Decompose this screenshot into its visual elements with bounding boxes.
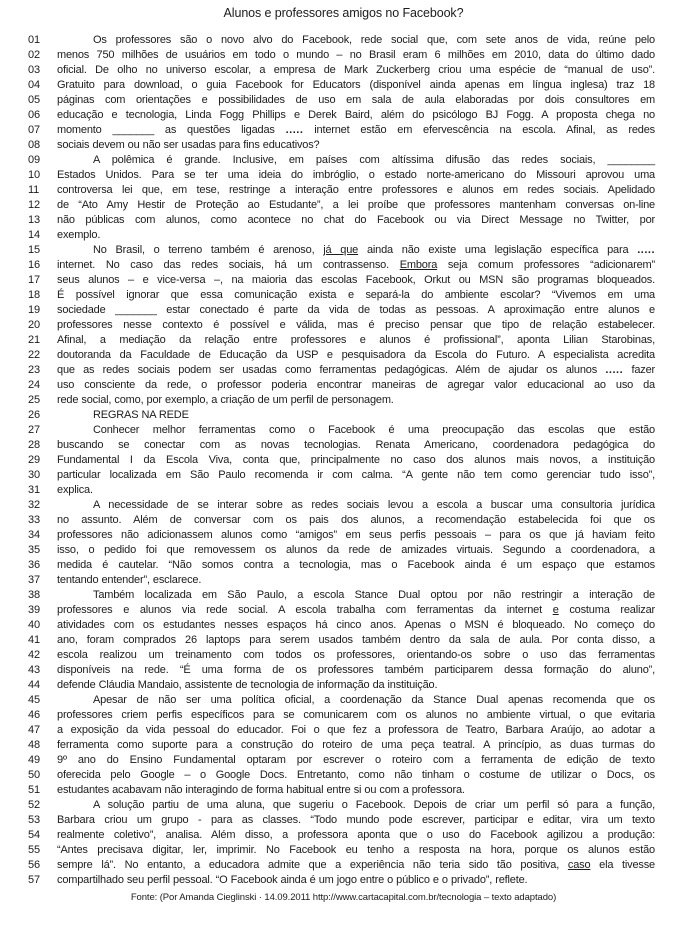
line-text	[57, 513, 655, 528]
line-text	[57, 828, 655, 843]
text-segment: no assunto. Além de conversar com os pais dos alunos, a recomendação estabelecida foi que os	[57, 514, 655, 526]
text-line	[0, 318, 687, 333]
line-text	[57, 633, 655, 648]
line-text	[57, 243, 655, 258]
line-number: 40	[28, 619, 40, 631]
text-segment: doutoranda da Faculdade de Educação da USP e pesquisadora da Escola do Futuro. A especialista acredita	[57, 349, 655, 361]
gap-dots: .....	[637, 244, 655, 256]
line-number: 17	[28, 274, 40, 286]
text-line	[0, 288, 687, 303]
line-text	[57, 648, 655, 663]
line-text	[57, 408, 655, 423]
text-segment: estudantes acabavam não interagindo de forma habitual entre si ou com a professora.	[57, 784, 465, 796]
line-text	[57, 63, 655, 78]
line-text	[57, 318, 655, 333]
underlined-word: já que	[323, 244, 359, 256]
line-number: 51	[28, 784, 40, 796]
text-segment: Afinal, a mediação da relação entre professores e alunos é profissional”, aponta Lilian Starobinas,	[57, 334, 655, 346]
text-segment: “Antes precisava digitar, ler, imprimir. No Facebook eu tenho a resposta na hora, porque os alunos estão	[57, 844, 655, 856]
text-line	[0, 228, 687, 243]
text-line	[0, 33, 687, 48]
line-text	[57, 183, 655, 198]
text-segment: de “Ato Amy Hestir de Proteção ao Estudante”, a lei proíbe que professores mantenham conversas on-line	[57, 199, 655, 211]
line-number: 15	[28, 244, 40, 256]
text-line	[0, 528, 687, 543]
line-text	[57, 393, 655, 408]
underlined-word: caso	[567, 859, 591, 871]
text-line	[0, 168, 687, 183]
line-number: 34	[28, 529, 40, 541]
text-segment: controversa lei que, em tese, restringe a interação entre professores e alunos em redes sociais. Apelidado	[57, 184, 655, 196]
text-line	[0, 453, 687, 468]
text-line	[0, 258, 687, 273]
text-segment: Conhecer melhor ferramentas como o Facebook é uma preocupação das escolas que estão	[93, 424, 655, 436]
text-line	[0, 93, 687, 108]
line-number: 42	[28, 649, 40, 661]
text-segment: ano, foram comprados 26 laptops para serem usados também dentro da sala de aula. Por conta disso, a	[57, 634, 655, 646]
line-text	[57, 168, 655, 183]
text-segment: A polêmica é grande. Inclusive, em países com altíssima difusão das redes sociais, ________	[93, 154, 655, 166]
text-segment: 9º ano do Ensino Fundamental optaram por escrever o roteiro com a ferramenta de edição de texto	[57, 754, 655, 766]
line-text	[57, 753, 655, 768]
line-number: 20	[28, 319, 40, 331]
text-segment: uso consciente da rede, o professor poderia encontrar maneiras de agregar valor educacional ao uso da	[57, 379, 655, 391]
text-line	[0, 78, 687, 93]
text-segment: internet estão em efervescência na escola. Afinal, as redes	[303, 124, 655, 136]
line-number: 53	[28, 814, 40, 826]
text-line	[0, 753, 687, 768]
text-segment: Gratuito para download, o guia Facebook for Educators (disponível ainda apenas em língua inglesa) traz 18	[57, 79, 655, 91]
text-segment: sociedade _______ estar conectado é parte da vida de todas as pessoas. A aproximação entre alunos e	[57, 304, 655, 316]
text-segment: Estados Unidos. Para se ter uma ideia do imbróglio, o estado norte-americano do Missouri aprovou uma	[57, 169, 655, 181]
text-segment: isso, o pedido foi que removessem os alunos da rede de amizades virtuais. Segundo a coordenadora, a	[57, 544, 655, 556]
text-segment: educação e tecnologia, Linda Fogg Phillips e Derek Baird, além do psicólogo BJ Fogg. A proposta chega no	[57, 109, 655, 121]
line-number: 56	[28, 859, 40, 871]
line-number: 36	[28, 559, 40, 571]
text-segment: No Brasil, o terreno também é arenoso,	[93, 244, 324, 256]
text-segment: professores e alunos via rede social. A escola trabalha com ferramentas da internet	[57, 604, 553, 616]
text-segment: oferecida pelo Google – o Google Docs. Entretanto, como não tinham o costume de utilizar o Docs, os	[57, 769, 655, 781]
gap-dots: .....	[285, 124, 304, 136]
line-number: 18	[28, 289, 40, 301]
text-line	[0, 123, 687, 138]
text-line	[0, 363, 687, 378]
text-segment: sempre lá”. No entanto, a educadora admite que a experiência não teria sido tão positiva,	[57, 859, 568, 871]
text-segment: buscando se conectar com as novas tecnologias. Renata Americano, coordenadora pedagógica do	[57, 439, 655, 451]
source-line: Fonte: (Por Amanda Cieglinski · 14.09.2011 http://www.cartacapital.com.br/tecnologia – texto adaptado)	[130, 892, 557, 903]
text-segment: explica.	[57, 484, 93, 496]
text-line	[0, 708, 687, 723]
text-segment: que as redes sociais podem ser usadas como ferramentas pedagógicas. Além de ajudar os alunos	[57, 364, 606, 376]
line-number: 08	[28, 139, 40, 151]
line-text	[57, 93, 655, 108]
line-text	[57, 618, 655, 633]
line-text	[57, 768, 655, 783]
line-number: 46	[28, 709, 40, 721]
line-text	[57, 288, 655, 303]
line-number: 12	[28, 199, 40, 211]
text-segment: Barbara criou um grupo - para as classes. “Todo mundo pode escrever, participar e editar, vira um texto	[57, 814, 655, 826]
text-line	[0, 768, 687, 783]
line-number: 28	[28, 439, 40, 451]
text-line	[0, 483, 687, 498]
line-text	[57, 228, 655, 243]
line-text	[57, 798, 655, 813]
underlined-word: Embora	[399, 259, 438, 271]
line-text	[57, 348, 655, 363]
text-segment: páginas com orientações e possibilidades de uso em sala de aula elaboradas por dois consultores em	[57, 94, 655, 106]
text-segment: professores criem perfis específicos para se comunicarem com os alunos no ambiente virtual, o que evitaria	[57, 709, 655, 721]
line-number: 27	[28, 424, 40, 436]
line-number: 03	[28, 64, 40, 76]
text-segment: Também localizada em São Paulo, a escola Stance Dual optou por não restringir a interação de	[93, 589, 655, 601]
text-segment: Os professores são o novo alvo do Facebook, rede social que, com sete anos de vida, reúne pelo	[93, 34, 655, 46]
line-number: 25	[28, 394, 40, 406]
line-number: 41	[28, 634, 40, 646]
text-line	[0, 723, 687, 738]
line-text	[57, 333, 655, 348]
text-line	[0, 468, 687, 483]
line-number: 54	[28, 829, 40, 841]
text-line	[0, 303, 687, 318]
line-list	[0, 33, 687, 888]
text-line	[0, 183, 687, 198]
text-line	[0, 873, 687, 888]
line-text	[57, 78, 655, 93]
line-text	[57, 138, 655, 153]
line-text	[57, 558, 655, 573]
line-text	[57, 543, 655, 558]
text-segment: REGRAS NA REDE	[93, 409, 189, 421]
line-text	[57, 708, 655, 723]
text-segment: defende Cláudia Mandaio, assistente de tecnologia de informação da instituição.	[57, 679, 438, 691]
line-number: 32	[28, 499, 40, 511]
line-text	[57, 783, 655, 798]
text-line	[0, 333, 687, 348]
text-line	[0, 648, 687, 663]
text-line	[0, 843, 687, 858]
line-text	[57, 48, 655, 63]
line-number: 09	[28, 154, 40, 166]
text-line	[0, 618, 687, 633]
text-line	[0, 153, 687, 168]
line-text	[57, 858, 655, 873]
line-number: 02	[28, 49, 40, 61]
text-segment: professores nesse contexto é possível e válida, mas é preciso pensar que tipo de relação estabelecer.	[57, 319, 655, 331]
line-number: 57	[28, 874, 40, 886]
line-number: 22	[28, 349, 40, 361]
text-segment: escola realizou um treinamento com todos os professores, orientando-os sobre o uso das ferramentas	[57, 649, 655, 661]
line-number: 07	[28, 124, 40, 136]
line-text	[57, 273, 655, 288]
line-number: 35	[28, 544, 40, 556]
line-number: 45	[28, 694, 40, 706]
text-segment: exemplo.	[57, 229, 101, 241]
text-segment: momento _______ as questões ligadas	[57, 124, 286, 136]
text-segment: sociais devem ou não ser usadas para fins educativos?	[57, 139, 320, 151]
text-segment: A necessidade de se interar sobre as redes sociais levou a escola a buscar uma consultoria jurídica	[93, 499, 655, 511]
line-number: 43	[28, 664, 40, 676]
text-line	[0, 858, 687, 873]
line-text	[57, 363, 655, 378]
line-number: 13	[28, 214, 40, 226]
line-number: 31	[28, 484, 40, 496]
line-number: 38	[28, 589, 40, 601]
text-line	[0, 783, 687, 798]
line-text	[57, 303, 655, 318]
text-segment: particular localizada em São Paulo recomenda ir com calma. “A gente não tem como gerenciar tudo isso”,	[57, 469, 655, 481]
text-line	[0, 408, 687, 423]
text-line	[0, 213, 687, 228]
line-number: 14	[28, 229, 40, 241]
line-text	[57, 423, 655, 438]
text-line	[0, 558, 687, 573]
line-number: 23	[28, 364, 40, 376]
line-text	[57, 678, 655, 693]
text-segment: Apesar de não ser uma política oficial, a coordenação da Stance Dual apenas recomenda que os	[93, 694, 655, 706]
line-number: 30	[28, 469, 40, 481]
line-number: 06	[28, 109, 40, 121]
line-number: 21	[28, 334, 40, 346]
text-line	[0, 348, 687, 363]
text-line	[0, 513, 687, 528]
line-text	[57, 738, 655, 753]
line-number: 44	[28, 679, 40, 691]
text-line	[0, 63, 687, 78]
text-segment: atividades com os estudantes nesses espaços há cinco anos. Apenas o MSN é bloqueado. No começo do	[57, 619, 655, 631]
line-number: 47	[28, 724, 40, 736]
text-line	[0, 393, 687, 408]
line-number: 52	[28, 799, 40, 811]
text-segment: disponíveis na rede. “É uma forma de os professores também participarem dessa formação do aluno”,	[57, 664, 655, 676]
text-line	[0, 588, 687, 603]
text-line	[0, 198, 687, 213]
text-line	[0, 48, 687, 63]
text-segment: rede social, como, por exemplo, a criação de um perfil de personagem.	[57, 394, 394, 406]
line-number: 16	[28, 259, 40, 271]
line-number: 49	[28, 754, 40, 766]
line-number: 33	[28, 514, 40, 526]
line-text	[57, 453, 655, 468]
text-line	[0, 498, 687, 513]
text-line	[0, 828, 687, 843]
line-text	[57, 213, 655, 228]
line-text	[57, 258, 655, 273]
text-segment: É possível ignorar que essa comunicação exista e separá-la do ambiente escolar? “Vivemos em uma	[57, 289, 655, 301]
text-segment: fazer	[623, 364, 655, 376]
text-line	[0, 378, 687, 393]
line-text	[57, 813, 655, 828]
line-text	[57, 663, 655, 678]
line-text	[57, 438, 655, 453]
line-text	[57, 528, 655, 543]
text-line	[0, 423, 687, 438]
text-line	[0, 603, 687, 618]
text-line	[0, 543, 687, 558]
line-text	[57, 693, 655, 708]
text-segment: a exposição da vida pessoal do educador. Foi o que fez a professora de Teatro, Barbara Araújo, ao adotar a	[57, 724, 655, 736]
line-text	[57, 723, 655, 738]
text-line	[0, 108, 687, 123]
text-segment: menos 750 milhões de usuários em todo o mundo – no Brasil eram 6 milhões em 2010, data do último dado	[57, 49, 655, 61]
line-number: 37	[28, 574, 40, 586]
text-segment: costuma realizar	[558, 604, 655, 616]
line-text	[57, 468, 655, 483]
text-line	[0, 678, 687, 693]
text-line	[0, 438, 687, 453]
line-number: 39	[28, 604, 40, 616]
text-line	[0, 798, 687, 813]
line-number: 19	[28, 304, 40, 316]
text-line	[0, 633, 687, 648]
line-text	[57, 378, 655, 393]
text-line	[0, 573, 687, 588]
text-segment: ferramenta como suporte para a construção do roteiro de uma peça teatral. A princípio, as duas turmas do	[57, 739, 655, 751]
text-segment: compartilhado seu perfil pessoal. “O Facebook ainda é um jogo entre o público e o privado”, reflete.	[57, 874, 528, 886]
line-number: 24	[28, 379, 40, 391]
line-number: 04	[28, 79, 40, 91]
line-number: 29	[28, 454, 40, 466]
text-line	[0, 138, 687, 153]
text-line	[0, 738, 687, 753]
document-title: Alunos e professores amigos no Facebook?	[223, 6, 464, 20]
text-segment: realmente coletivo”, analisa. Além disso, a professora aponta que o uso do Facebook agilizou a produção:	[57, 829, 655, 841]
text-line	[0, 693, 687, 708]
line-number: 10	[28, 169, 40, 181]
line-number: 05	[28, 94, 40, 106]
text-line	[0, 663, 687, 678]
text-segment: ainda não existe uma legislação específica para	[358, 244, 638, 256]
text-segment: seja comum professores “adicionarem”	[437, 259, 655, 271]
underlined-word: e	[552, 604, 559, 616]
line-text	[57, 123, 655, 138]
text-line	[0, 243, 687, 258]
text-segment: A solução partiu de uma aluna, que sugeriu o Facebook. Depois de criar um perfil só para a função,	[93, 799, 655, 811]
line-text	[57, 873, 655, 888]
line-text	[57, 843, 655, 858]
text-segment: internet. No caso das redes sociais, há um contrassenso.	[57, 259, 400, 271]
line-text	[57, 573, 655, 588]
line-text	[57, 198, 655, 213]
line-text	[57, 153, 655, 168]
line-number: 50	[28, 769, 40, 781]
line-number: 55	[28, 844, 40, 856]
line-number: 11	[28, 184, 40, 196]
line-text	[57, 33, 655, 48]
line-number: 01	[28, 34, 40, 46]
line-text	[57, 483, 655, 498]
line-number: 48	[28, 739, 40, 751]
line-text	[57, 603, 655, 618]
text-segment: professores não adicionassem alunos como “amigos” em seus perfis pessoais – para os que já haviam feito	[57, 529, 655, 541]
text-segment: não públicas com alunos, como acontece no chat do Facebook ou via Direct Message no Twitter, por	[57, 214, 655, 226]
line-number: 26	[28, 409, 40, 421]
text-line	[0, 813, 687, 828]
gap-dots: .....	[605, 364, 624, 376]
line-text	[57, 588, 655, 603]
line-text	[57, 498, 655, 513]
text-segment: medida é cautelar. “Não somos contra a tecnologia, mas o Facebook ainda é um espaço que estamos	[57, 559, 655, 571]
text-line	[0, 273, 687, 288]
line-text	[57, 108, 655, 123]
text-segment: Fundamental I da Escola Viva, conta que, principalmente no caso dos alunos mais novos, a instituição	[57, 454, 655, 466]
text-segment: oficial. De olho no universo escolar, a empresa de Mark Zuckerberg criou uma espécie de “manual de uso”.	[57, 64, 655, 76]
text-segment: ela tivesse	[590, 859, 655, 871]
text-segment: seus alunos – e vice-versa –, na maioria das escolas Facebook, Orkut ou MSN são programas bloqueados.	[57, 274, 655, 286]
text-segment: tentando entender”, esclarece.	[57, 574, 202, 586]
